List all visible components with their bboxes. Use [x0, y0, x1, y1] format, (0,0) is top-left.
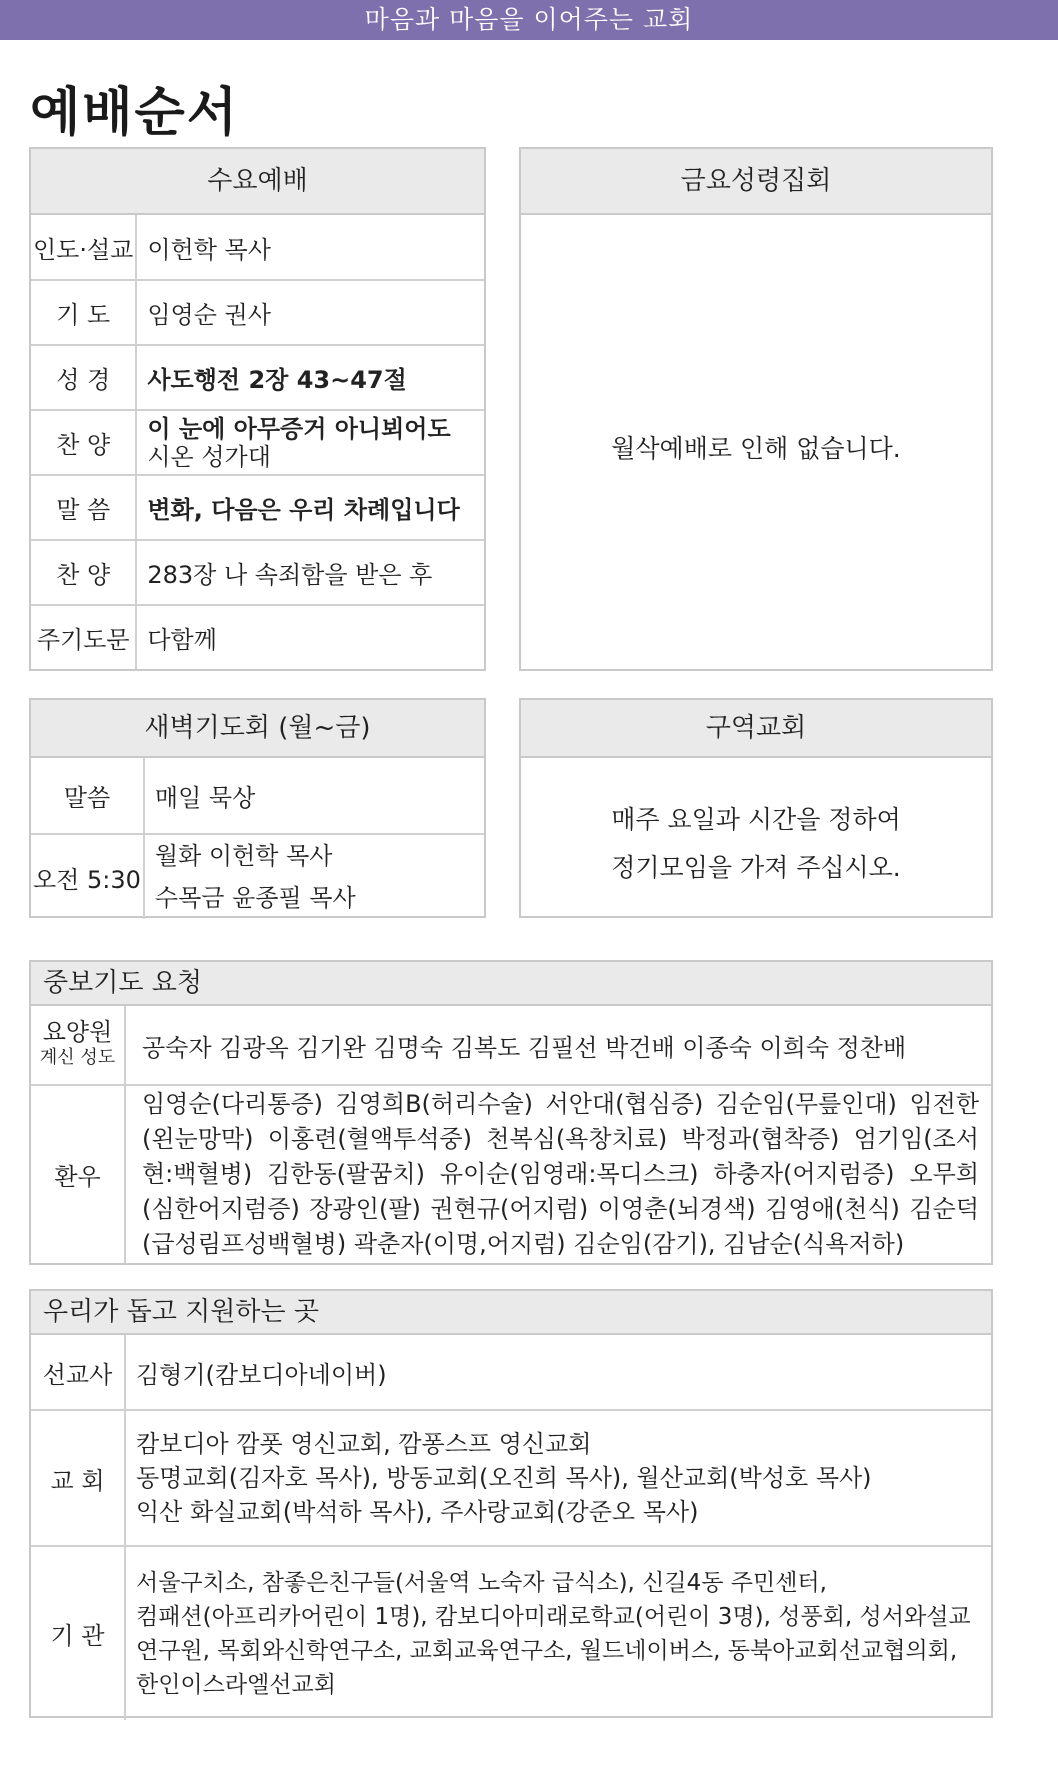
missionary-line: 김형기(캄보디아네이버)	[136, 1360, 387, 1389]
wednesday-service-table	[31, 215, 484, 669]
table-row	[31, 1335, 991, 1410]
table-row	[31, 410, 484, 475]
church-line: 익산 화실교회(박석하 목사), 주사랑교회(강준오 목사)	[136, 1498, 699, 1526]
row-value: 이헌학 목사	[147, 235, 271, 264]
row-label: 성 경	[31, 345, 136, 410]
page-title: 예배순서	[30, 83, 239, 143]
row-value: 사도행전 2장 43~47절	[136, 345, 484, 410]
wednesday-service-box	[29, 147, 486, 671]
sermon-title: 변화, 다음은 우리 차례입니다	[136, 475, 484, 540]
table-row	[31, 215, 484, 280]
row-value	[136, 410, 484, 475]
support-title: 우리가 돕고 지원하는 곳	[31, 1291, 991, 1335]
row-value: 다함께	[136, 605, 484, 669]
row-value	[125, 1410, 991, 1546]
institution-line: 서울구치소, 참좋은친구들(서울역 노숙자 급식소), 신길4동 주민센터,	[136, 1569, 827, 1596]
leader-wed-fri: 수목금 윤종필 목사	[154, 884, 356, 912]
church-line: 캄보디아 깜폿 영신교회, 깜퐁스프 영신교회	[136, 1430, 592, 1458]
top-banner: 마음과 마음을 이어주는 교회	[0, 0, 1058, 40]
table-row	[31, 1546, 991, 1720]
district-church-box	[519, 698, 993, 918]
row-value: 매일 묵상	[154, 784, 256, 812]
table-row	[31, 834, 484, 919]
row-label	[31, 1006, 125, 1085]
table-row	[31, 475, 484, 540]
table-row	[31, 540, 484, 605]
table-row	[31, 1006, 991, 1085]
church-line: 동명교회(김자호 목사), 방동교회(오진희 목사), 월산교회(박성호 목사)	[136, 1464, 872, 1492]
row-label: 말씀	[31, 758, 144, 834]
row-value: 283장 나 속죄함을 받은 후	[136, 540, 484, 605]
row-value: 임영순(다리통증) 김영희B(허리수술) 서안대(협심증) 김순임(무릎인대) 임전한(왼눈망막) 이홍련(혈액투석중) 천복심(욕창치료) 박정과(협착증) 엄기임(조서현:백혈병) 김한동(팔꿈치) 유이순(임영래:목디스크) 하충자(어지럼증) 오무희(심한어지럼증) 장광인(팔) 권현규(어지럼) 이영춘(뇌경색) 김영애(천식) 김순덕(급성림프성백혈병) 곽춘자(이명,어지럼) 김순임(감기), 김남순(식욕저하)	[125, 1085, 991, 1263]
dawn-prayer-title: 새벽기도회 (월~금)	[31, 700, 484, 758]
district-church-title: 구역교회	[521, 700, 991, 758]
row-label: 오전 5:30	[31, 834, 144, 919]
row-label: 주기도문	[31, 605, 136, 669]
table-row	[31, 345, 484, 410]
leader-mon-tue: 월화 이헌학 목사	[154, 842, 333, 870]
table-row	[31, 280, 484, 345]
support-box	[29, 1289, 993, 1718]
choir-name: 시온 성가대	[147, 442, 271, 471]
row-label: 선교사	[31, 1335, 125, 1410]
row-label: 기 도	[31, 280, 136, 345]
friday-service-box	[519, 147, 993, 671]
friday-service-note: 월삭예배로 인해 없습니다.	[611, 434, 901, 463]
row-label: 찬 양	[31, 410, 136, 475]
district-line-2: 정기모임을 가져 주십시오.	[611, 853, 901, 882]
nursing-home-label: 요양원	[42, 1018, 113, 1046]
prayer-request-table	[31, 1006, 991, 1263]
dawn-prayer-table	[31, 758, 484, 919]
row-label: 환우	[31, 1085, 125, 1263]
table-row	[31, 1085, 991, 1263]
table-row	[31, 758, 484, 834]
row-label: 말 씀	[31, 475, 136, 540]
table-row	[31, 1410, 991, 1546]
nursing-home-sublabel: 계신 성도	[39, 1047, 116, 1068]
prayer-request-box	[29, 960, 993, 1265]
row-value	[144, 834, 484, 919]
friday-service-title: 금요성령집회	[521, 149, 991, 215]
support-table	[31, 1335, 991, 1720]
dawn-prayer-box	[29, 698, 486, 918]
row-value: 공숙자 김광옥 김기완 김명숙 김복도 김필선 박건배 이종숙 이희숙 정찬배	[142, 1033, 907, 1062]
row-label: 기 관	[31, 1546, 125, 1720]
institution-line: 컴패션(아프리카어린이 1명), 캄보디아미래로학교(어린이 3명), 성풍회, 성서와설교	[136, 1603, 971, 1630]
wednesday-service-title: 수요예배	[31, 149, 484, 215]
row-label: 인도·설교	[31, 215, 136, 280]
row-label: 교 회	[31, 1410, 125, 1546]
district-line-1: 매주 요일과 시간을 정하여	[611, 805, 901, 834]
table-row	[31, 605, 484, 669]
institution-line: 연구원, 목회와신학연구소, 교회교육연구소, 월드네이버스, 동북아교회선교협의회,	[136, 1637, 958, 1664]
institution-line: 한인이스라엘선교회	[136, 1671, 336, 1698]
row-label: 찬 양	[31, 540, 136, 605]
row-value	[125, 1546, 991, 1720]
hymn-title: 이 눈에 아무증거 아니뵈어도	[147, 414, 451, 443]
prayer-request-title: 중보기도 요청	[31, 962, 991, 1006]
row-value: 임영순 권사	[136, 280, 484, 345]
